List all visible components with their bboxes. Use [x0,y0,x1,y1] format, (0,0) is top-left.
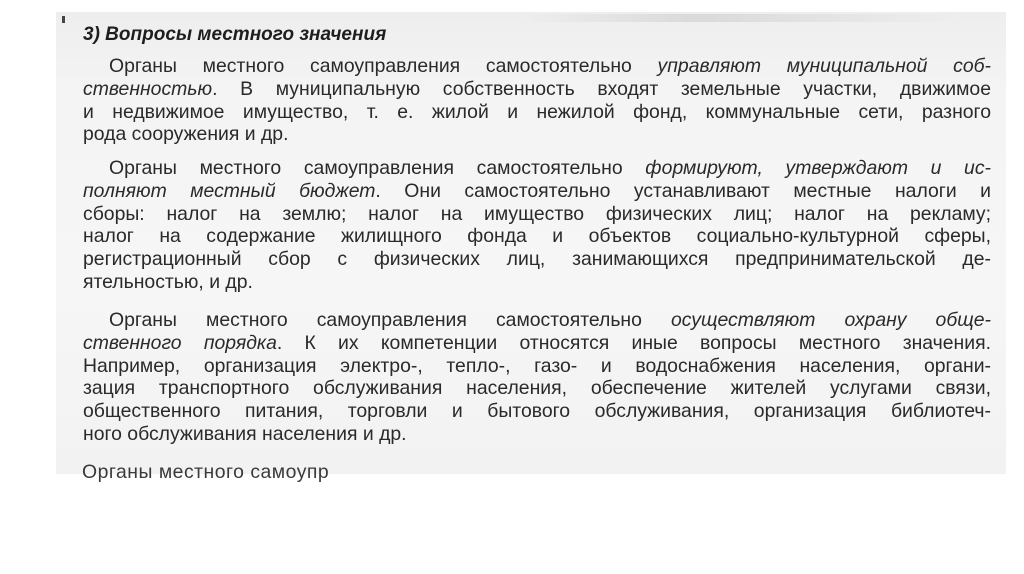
text-segment: регистрационный сбор с физических лиц, занимающихся предпринимательской де- [83,248,991,271]
text-line [83,78,991,101]
text-segment: общественного питания, торговли и бытового обслуживания, организация библиотеч- [83,400,991,423]
text-segment: . В муниципальную собственность входят земельные участки, движимое [212,77,991,100]
paragraph-municipal-property [83,55,991,146]
text-segment: Органы местного самоуправления самостоятельно [109,55,658,77]
text-line [83,101,991,124]
text-segment: ного обслуживания населения и др. [83,422,407,445]
text-line [83,271,991,294]
scan-smudge [520,14,960,22]
text-line [83,309,991,332]
text-line [83,248,991,271]
italic-term: управляют муниципальной соб- [657,55,991,77]
text-line [83,377,991,400]
italic-term: полняют местный бюджет [83,179,376,202]
text-segment: Органы местного самоуправления самостоятельно [109,157,646,179]
italic-term: осуществляют охрану обще- [671,309,991,331]
text-line [83,355,991,378]
italic-term: ственностью [83,77,213,100]
text-segment: сборы: налог на землю; налог на имущество физических лиц; налог на рекламу; [83,202,991,225]
text-segment: рода сооружения и др. [83,123,289,146]
text-line [83,203,991,226]
text-line [83,55,991,78]
text-segment: и недвижимое имущество, т. е. жилой и нежилой фонд, коммунальные сети, разного [83,100,991,123]
text-segment: ятельностью, и др. [83,270,253,293]
cut-off-line [82,461,332,483]
text-segment: зация транспортного обслуживания населения, обеспечение жителей услугами связи, [83,377,991,400]
text-line [83,423,991,446]
paragraph-local-budget [83,157,991,294]
paragraph-public-order [83,309,991,446]
scan-mark [62,16,65,23]
text-line [83,332,991,355]
text-segment: Например, организация электро-, тепло-, газо- и водоснабжения населения, органи- [83,354,991,377]
italic-term: формируют, утверждают и ис- [645,157,991,179]
italic-term: ственного порядка [83,331,277,354]
text-line [83,180,991,203]
text-segment: Органы местного самоуправления самостоятельно [109,309,672,331]
text-line [83,123,991,146]
text-segment: . Они самостоятельно устанавливают местные налоги и [375,179,991,202]
text-segment: налог на содержание жилищного фонда и объектов социально-культурной сферы, [83,225,991,248]
text-line [83,225,991,248]
text-line [83,400,991,423]
text-line [83,157,991,180]
section-heading: 3) Вопросы местного значения [83,24,387,45]
text-segment: . К их компетенции относятся иные вопросы местного значения. [276,331,991,354]
cut-off-text: Органы местного самоупр [82,461,330,483]
